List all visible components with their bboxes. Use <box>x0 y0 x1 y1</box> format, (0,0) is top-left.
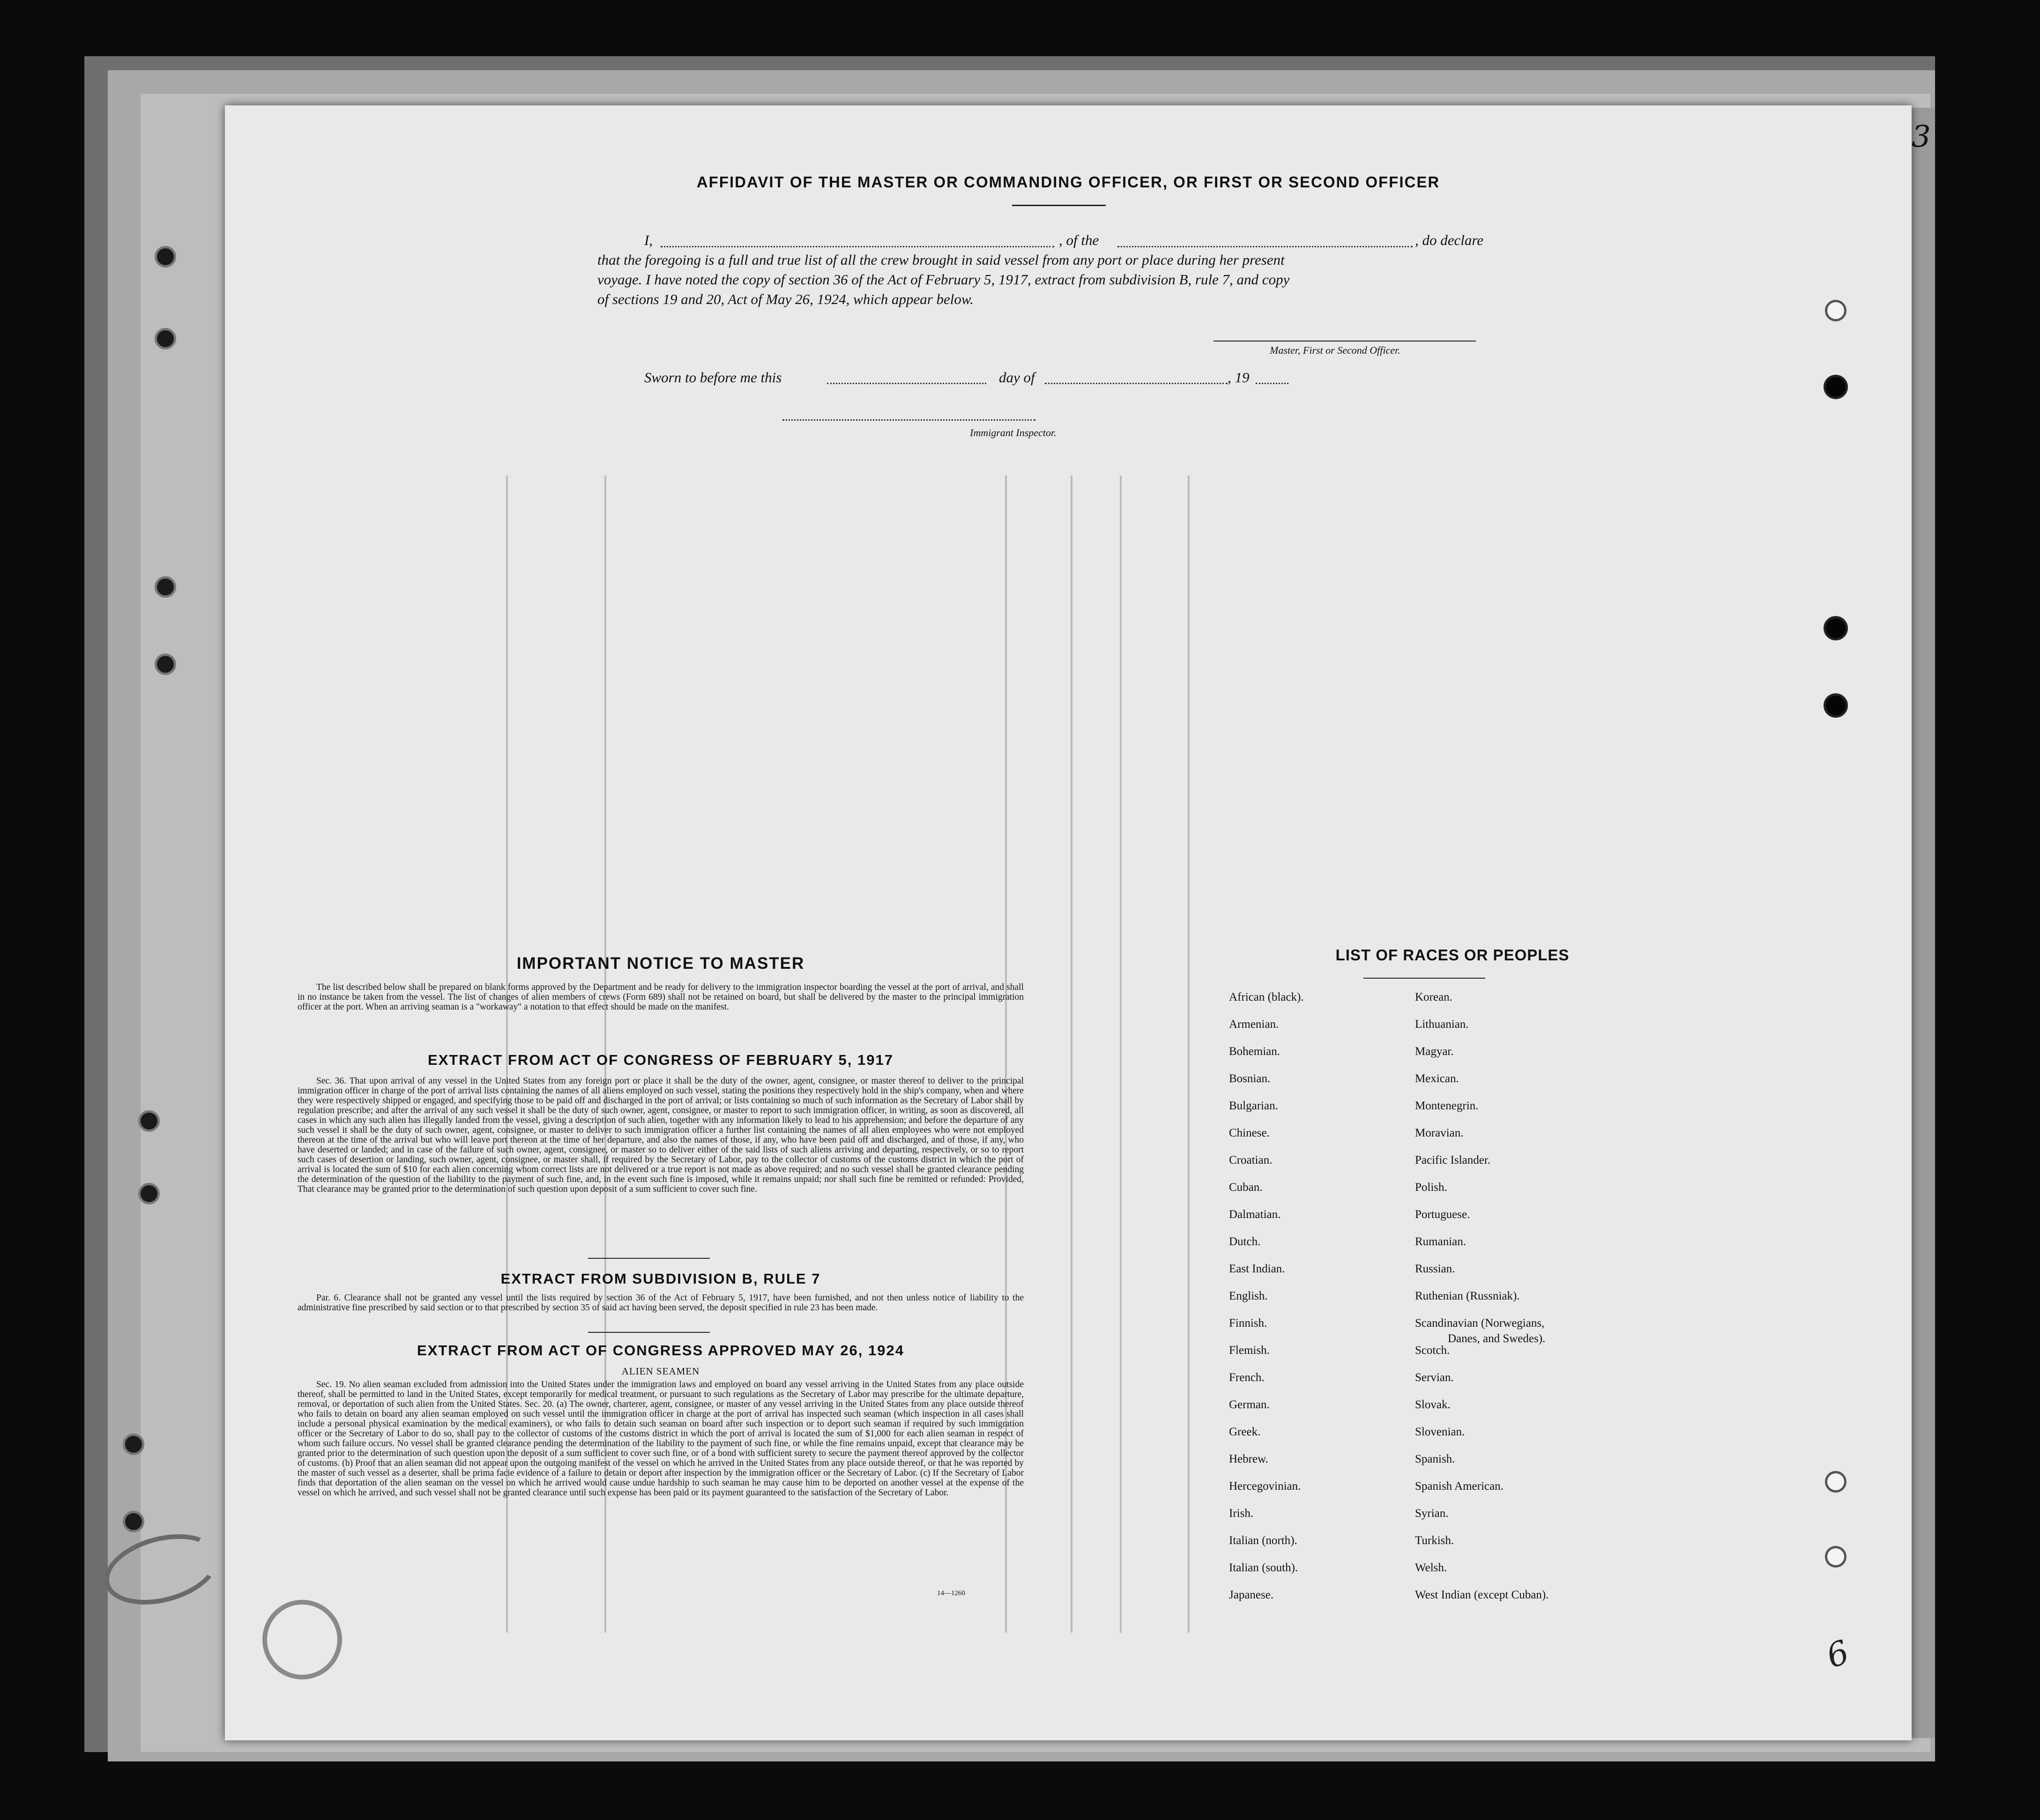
race-item: Irish. <box>1229 1507 1254 1520</box>
race-item: Croatian. <box>1229 1154 1273 1166</box>
sworn-day-blank <box>827 383 986 384</box>
extract-1924-body: Sec. 19. No alien seaman excluded from admission into the United States under the immigration laws and employed on board any vessel arriving in the United States from any place outside thereof, shall be permitted to land in the United States, except temporarily for medical treatment, or pursuant to such regulations as the Secretary of Labor may prescribe for the ultimate departure, removal, or deportation of such alien from the United States. Sec. 20. (a) The owner, charterer, agent, consignee, or master of any vessel arriving in the United States from any place outside thereof who fails to detain on board any alien seaman employed on such vessel until the immigration officer in charge at the port of arrival has inspected such seaman (which inspection in all cases shall include a personal physical examination by the medical examiners), or who fails to detain such seaman on board after such inspection or to deport such seaman if required by such immigration officer or the Secretary of Labor to do so, shall pay to the collector of customs of the customs district in which the port of arrival is located the sum of $1,000 for each alien seaman in respect of whom such failure occurs. No vessel shall be granted clearance pending the determination of the liability to the payment of such fine, or while the fine remains unpaid, except that clearance may be granted prior to the determination of such question upon the deposit of a sum sufficient to cover such fine, or of a bond with sufficient surety to secure the payment thereof approved by the collector of customs. (b) Proof that an alien seaman did not appear upon the outgoing manifest of the vessel on which he arrived in the United States from any place outside thereof, or that he was reported by the master of such vessel as a deserter, shall be prima facie evidence of a failure to detain or deport after inspection by the immigration officer or the Secretary of Labor. (c) If the Secretary of Labor finds that deportation of the alien seaman on the vessel on which he arrived would cause undue hardship to such seaman he may cause him to be deported on another vessel at the expense of the vessel on which he arrived, and such vessel shall not be granted clearance until such expense has been paid or its payment guaranteed to the satisfaction of the Secretary of Labor. <box>298 1380 1024 1498</box>
race-item: German. <box>1229 1398 1270 1411</box>
race-item-continuation: Danes, and Swedes). <box>1448 1332 1546 1345</box>
race-item: Turkish. <box>1415 1534 1454 1547</box>
binding-hole-icon <box>155 576 176 598</box>
title-rule <box>1012 205 1106 206</box>
binding-hole-icon <box>138 1183 160 1204</box>
binding-hole-icon <box>123 1434 144 1455</box>
race-item: Bosnian. <box>1229 1072 1271 1085</box>
race-item: Servian. <box>1415 1371 1454 1384</box>
sworn-year-blank <box>1256 383 1288 384</box>
race-item: Magyar. <box>1415 1045 1454 1058</box>
race-item: Finnish. <box>1229 1317 1267 1330</box>
race-item: Moravian. <box>1415 1127 1464 1139</box>
faint-stamp-icon <box>262 1600 342 1679</box>
name-blank <box>661 246 1054 247</box>
races-title: LIST OF RACES OR PEOPLES <box>1335 946 1570 964</box>
notice-title: IMPORTANT NOTICE TO MASTER <box>516 954 805 973</box>
race-item: Mexican. <box>1415 1072 1459 1085</box>
race-item: Cuban. <box>1229 1181 1263 1194</box>
sworn-month-blank <box>1045 383 1228 384</box>
race-item: Chinese. <box>1229 1127 1270 1139</box>
handwritten-page-number: 3 <box>1912 119 1931 154</box>
section-rule <box>588 1258 710 1259</box>
binding-hole-icon <box>1824 693 1848 718</box>
race-item: Italian (north). <box>1229 1534 1297 1547</box>
form-number: 14—1260 <box>937 1590 965 1597</box>
inspector-signature-label: Immigrant Inspector. <box>970 427 1057 438</box>
race-item: Flemish. <box>1229 1344 1270 1357</box>
binding-hole-icon <box>138 1110 160 1132</box>
race-item: Korean. <box>1415 991 1452 1003</box>
binding-hole-icon <box>1825 300 1846 321</box>
race-item: Portuguese. <box>1415 1208 1470 1221</box>
inspector-signature-line <box>782 419 1035 421</box>
affidavit-line-2: that the foregoing is a full and true list of all the crew brought in said vessel from any port or place during her present <box>597 252 1285 268</box>
bleed-through-rule <box>1120 475 1122 1633</box>
notice-body: The list described below shall be prepared on blank forms approved by the Department and be ready for delivery to the immigration inspector boarding the vessel at the port of arrival, and shall in no instance be taken from the vessel. The list of changes of alien members of crews (Form 689) shall not be retained on board, but shall be delivered by the master to the principal immigration officer at the port. When an arriving seaman is a "workaway" a notation to that effect should be made on the manifest. <box>298 982 1024 1012</box>
binding-hole-icon <box>155 654 176 675</box>
bleed-through-rule <box>1071 475 1072 1633</box>
race-item: Welsh. <box>1415 1561 1447 1574</box>
master-signature-label: Master, First or Second Officer. <box>1270 344 1400 356</box>
extract-1917-body: Sec. 36. That upon arrival of any vessel in the United States from any foreign port or place it shall be the duty of the owner, agent, consignee, or master thereof to deliver to the principal immigration officer in charge of the port of arrival lists containing the names of all aliens employed on such vessel, stating the positions they respectively hold in the ship's company, when and where they were respectively shipped or engaged, and specifying those to be paid off and discharged in the port of arrival; or lists containing so much of such information as the Secretary of Labor shall by regulation prescribe; and after the arrival of any such vessel it shall be the duty of such owner, agent, consignee, or master to report to such immigration officer, in writing, as soon as discovered, all cases in which any such alien has illegally landed from the vessel, giving a description of such alien, together with any information likely to lead to his apprehension; and before the departure of any such vessel it shall be the duty of such owner, agent, consignee, or master to deliver to such immigration officer a further list containing the names of all alien employees who were not employed thereon at the time of the arrival but who will leave port thereon at the time of her departure, and also the names of those, if any, who have been paid off and discharged, and of those, if any, who have deserted or landed; and in case of the failure of such owner, agent, consignee, or master so to deliver either of the said lists of such aliens arriving and departing, respectively, or so to report such cases of desertion or landing, such owner, agent, consignee, or master shall, if required by the Secretary of Labor, pay to the collector of customs of the customs district in which the port of arrival is located the sum of $10 for each alien concerning whom correct lists are not delivered or a true report is not made as above required; and no such vessel shall be granted clearance pending the determination of the question of the liability to the payment of such fine, and, in the event such fine is imposed, while it remains unpaid; nor shall such fine be remitted or refunded: Provided, That clearance may be granted prior to the determination of such question upon deposit of a sum sufficient to cover such fine. <box>298 1076 1024 1194</box>
race-item: African (black). <box>1229 991 1304 1003</box>
binding-hole-icon <box>1824 375 1848 399</box>
section-rule <box>588 1332 710 1333</box>
extract-1924-title: EXTRACT FROM ACT OF CONGRESS APPROVED MAY 26, 1924 <box>417 1342 904 1359</box>
affidavit-sheet <box>225 105 1931 1740</box>
race-item: Greek. <box>1229 1426 1261 1438</box>
vessel-blank <box>1117 246 1413 247</box>
affidavit-line-4: of sections 19 and 20, Act of May 26, 1924, which appear below. <box>597 291 974 307</box>
race-item: East Indian. <box>1229 1263 1285 1275</box>
race-item: Rumanian. <box>1415 1235 1467 1248</box>
race-item: Pacific Islander. <box>1415 1154 1491 1166</box>
binding-hole-icon <box>155 246 176 267</box>
race-item: English. <box>1229 1290 1268 1302</box>
affidavit-line-3: voyage. I have noted the copy of section 36 of the Act of February 5, 1917, extract from subdivision B, rule 7, and copy <box>597 271 1290 288</box>
race-item: Dutch. <box>1229 1235 1261 1248</box>
race-item: Bohemian. <box>1229 1045 1281 1058</box>
race-item: Polish. <box>1415 1181 1447 1194</box>
sworn-text: Sworn to before me this <box>644 369 782 386</box>
affidavit-title: AFFIDAVIT OF THE MASTER OR COMMANDING OFFICER, OR FIRST OR SECOND OFFICER <box>696 173 1440 191</box>
race-item: Scandinavian (Norwegians, <box>1415 1317 1545 1330</box>
master-signature-line <box>1214 341 1476 342</box>
race-item: Hebrew. <box>1229 1453 1268 1465</box>
affidavit-line-i: I, <box>644 232 653 248</box>
binding-hole-icon <box>1825 1546 1846 1567</box>
bleed-through-rule <box>1188 475 1190 1633</box>
sworn-year: , 19 <box>1228 369 1250 386</box>
race-item: Bulgarian. <box>1229 1099 1278 1112</box>
race-item: West Indian (except Cuban). <box>1415 1589 1549 1601</box>
affidavit-declare: , do declare <box>1415 232 1484 248</box>
races-title-rule <box>1363 978 1485 979</box>
race-item: Slovenian. <box>1415 1426 1465 1438</box>
race-item: Lithuanian. <box>1415 1018 1469 1031</box>
sworn-day-of: day of <box>999 369 1035 386</box>
race-item: Scotch. <box>1415 1344 1450 1357</box>
handwritten-corner-number: 6 <box>1821 1632 1854 1676</box>
extract-1917-title: EXTRACT FROM ACT OF CONGRESS OF FEBRUARY 5, 1917 <box>428 1052 893 1068</box>
race-item: Slovak. <box>1415 1398 1451 1411</box>
race-item: Spanish. <box>1415 1453 1455 1465</box>
race-item: Italian (south). <box>1229 1561 1298 1574</box>
underpage-right-strip <box>1912 108 1935 1738</box>
race-item: Syrian. <box>1415 1507 1449 1520</box>
subdivision-body: Par. 6. Clearance shall not be granted any vessel until the lists required by section 36 of the Act of February 5, 1917, have been furnished, and not then unless notice of liability to the administrative fine prescribed by said section or to that prescribed by section 35 of said act having been served, the deposit specified in rule 23 has been made. <box>298 1293 1024 1313</box>
race-item: Spanish American. <box>1415 1480 1504 1493</box>
race-item: Armenian. <box>1229 1018 1279 1031</box>
affidavit-of-the: , of the <box>1059 232 1099 248</box>
binding-hole-icon <box>155 328 176 349</box>
binding-hole-icon <box>1824 616 1848 640</box>
binding-hole-icon <box>123 1511 144 1532</box>
race-item: Montenegrin. <box>1415 1099 1479 1112</box>
race-item: Japanese. <box>1229 1589 1274 1601</box>
race-item: Russian. <box>1415 1263 1455 1275</box>
extract-1924-subtitle: ALIEN SEAMEN <box>621 1366 700 1377</box>
binding-hole-icon <box>1825 1471 1846 1493</box>
race-item: Ruthenian (Russniak). <box>1415 1290 1520 1302</box>
race-item: Hercegovinian. <box>1229 1480 1301 1493</box>
race-item: Dalmatian. <box>1229 1208 1281 1221</box>
subdivision-title: EXTRACT FROM SUBDIVISION B, RULE 7 <box>500 1270 821 1287</box>
race-item: French. <box>1229 1371 1265 1384</box>
